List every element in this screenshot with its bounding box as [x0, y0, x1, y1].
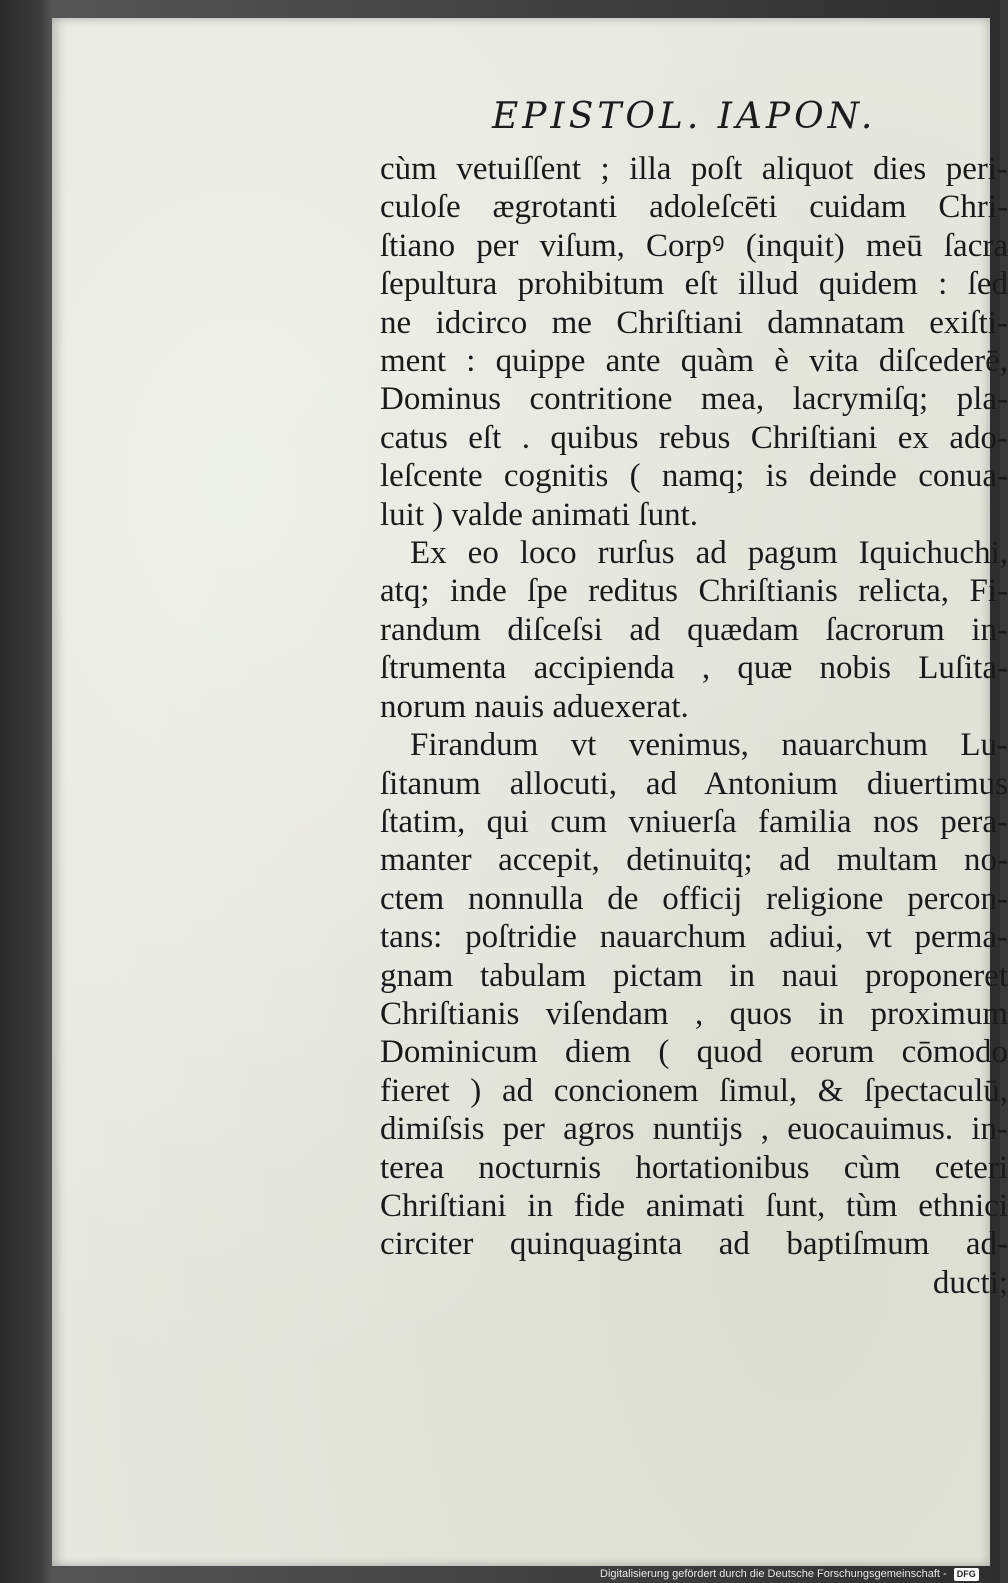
text-line: norum nauis aduexerat.	[380, 688, 689, 725]
text-line: Dominicum diem ( quod eorum cōmodo	[380, 1034, 1008, 1071]
running-head: EPISTOL. IAPON.	[492, 96, 877, 137]
text-line: ment : quippe ante quàm è vita diſcederē,	[380, 343, 1008, 380]
text-line: ſtrumenta accipienda , quæ nobis Luſita-	[380, 650, 1008, 687]
text-line: ſepultura prohibitum eſt illud quidem : ſed	[380, 266, 1008, 303]
text-line: atq; inde ſpe reditus Chriſtianis relicta, Fi-	[380, 573, 1008, 610]
text-line: ne idcirco me Chriſtiani damnatam exiſti-	[380, 304, 1008, 341]
text-line: manter accepit, detinuitq; ad multam no-	[380, 842, 1008, 879]
paragraph-start-line: Ex eo loco rurſus ad pagum Iquichuchi,	[410, 535, 1008, 572]
book-page	[52, 18, 1008, 1566]
text-line: catus eſt . quibus rebus Chriſtiani ex ado-	[380, 419, 1008, 456]
digitization-footer	[600, 1566, 1000, 1583]
paragraph-start-line: Firandum vt venimus, nauarchum Lu-	[410, 727, 1008, 764]
text-line: Chriſtiani in fide animati ſunt, tùm ethnici	[380, 1187, 1008, 1224]
text-line: culoſe ægrotanti adoleſcēti cuidam Chri-	[380, 189, 1008, 226]
text-line: Dominus contritione mea, lacrymiſq; pla-	[380, 381, 1008, 418]
text-line: terea nocturnis hortationibus cùm ceteri	[380, 1149, 1008, 1186]
dfg-logo: DFG	[954, 1568, 979, 1581]
text-line: leſcente cognitis ( namq; is deinde conua-	[380, 458, 1008, 495]
text-line: ctem nonnulla de officij religione percon-	[380, 880, 1008, 917]
body-text	[380, 150, 1008, 1302]
text-line: cùm vetuiſſent ; illa poſt aliquot dies peri-	[380, 151, 1008, 187]
text-line: randum diſceſsi ad quædam ſacrorum in-	[380, 611, 1008, 648]
text-line: tans: poſtridie nauarchum adiui, vt perma-	[380, 919, 1008, 956]
text-line: dimiſsis per agros nuntijs , euocauimus. in-	[380, 1111, 1008, 1148]
text-line: ſitanum allocuti, ad Antonium diuertimus	[380, 765, 1008, 802]
text-line: circiter quinquaginta ad baptiſmum ad-	[380, 1226, 1008, 1263]
text-line: luit ) valde animati ſunt.	[380, 496, 699, 533]
catchword: ducti;	[932, 1264, 1008, 1301]
text-line: fieret ) ad concionem ſimul, & ſpectaculū,	[380, 1072, 1008, 1109]
footer-credit: Digitalisierung gefördert durch die Deutsche Forschungsgemeinschaft -	[600, 1568, 947, 1580]
text-line: ſtatim, qui cum vniuerſa familia nos pera-	[380, 803, 1008, 840]
text-line: Chriſtianis viſendam , quos in proximum	[380, 995, 1008, 1032]
text-line: ſtiano per viſum, Corpꝰ (inquit) meū ſacra	[380, 227, 1008, 264]
text-line: gnam tabulam pictam in naui proponeret	[380, 957, 1008, 994]
show-through-mark	[612, 486, 614, 516]
